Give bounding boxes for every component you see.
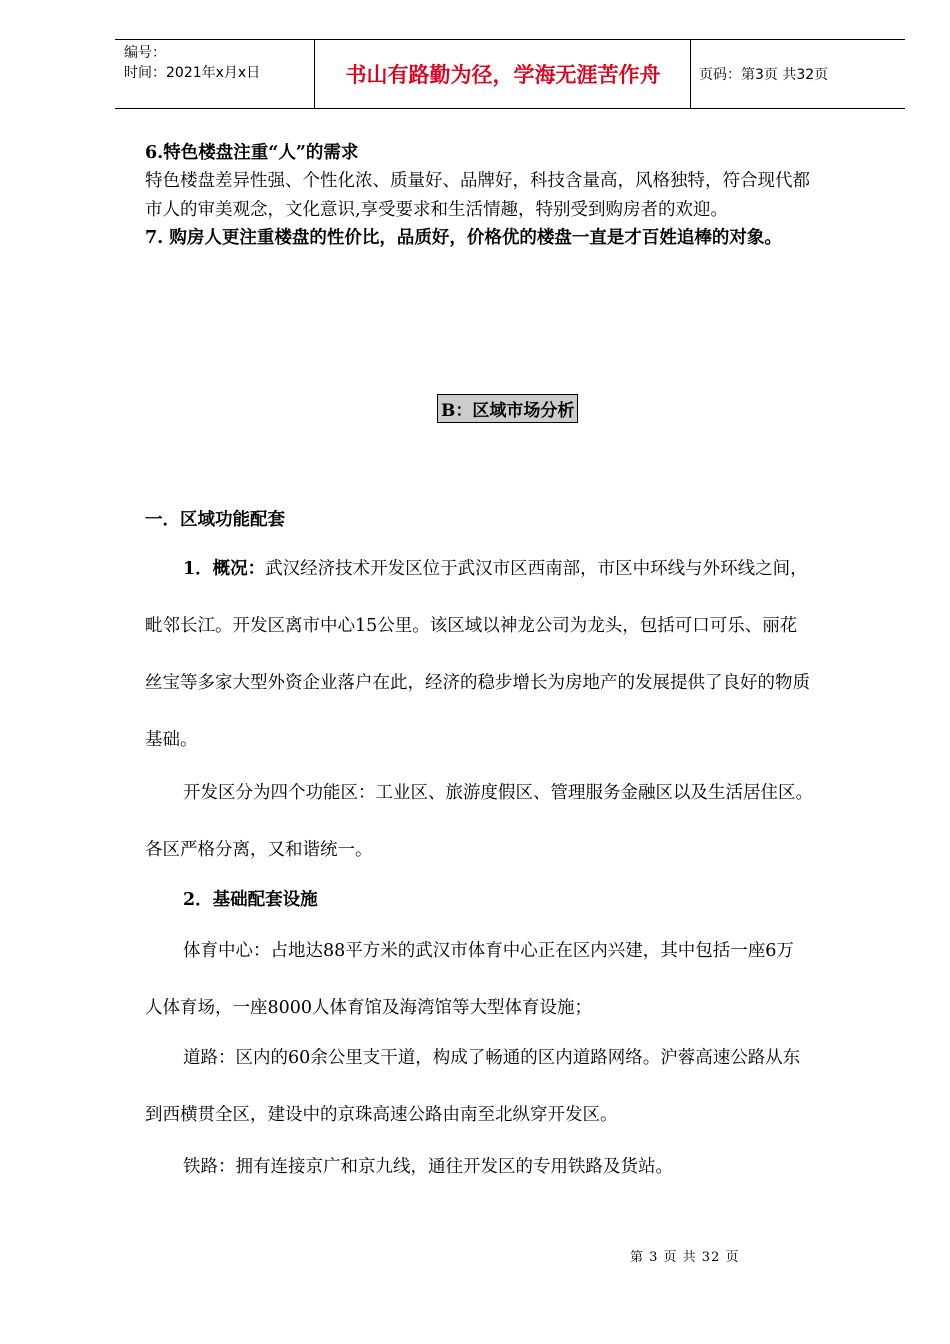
item6-line2: 市人的审美观念，文化意识,享受要求和生活情趣，特别受到购房者的欢迎。 bbox=[145, 200, 729, 220]
overview-line3: 丝宝等多家大型外资企业落户在此，经济的稳步增长为房地产的发展提供了良好的物质 bbox=[145, 673, 810, 693]
rail-line1: 铁路：拥有连接京广和京九线，通往开发区的专用铁路及货站。 bbox=[183, 1157, 673, 1177]
overview-line2: 毗邻长江。开发区离市中心15公里。该区域以神龙公司为龙头，包括可口可乐、丽花 bbox=[145, 616, 798, 636]
item7: 7. 购房人更注重楼盘的性价比，品质好，价格优的楼盘一直是才百姓追棒的对象。 bbox=[145, 228, 782, 248]
zones-line2: 各区严格分离，又和谐统一。 bbox=[145, 840, 373, 860]
overview-label: 1．概况： bbox=[183, 559, 266, 579]
number-label: 编号： bbox=[124, 45, 166, 61]
time-label: 时间：2021年x月x日 bbox=[124, 65, 261, 81]
header-page-info: 页码：第3页 共32页 bbox=[699, 67, 829, 83]
overview-paragraph bbox=[183, 555, 808, 580]
overview-line4: 基础。 bbox=[145, 730, 198, 750]
section-title: B：区域市场分析 bbox=[437, 394, 578, 423]
header-meta bbox=[115, 40, 315, 108]
page-header bbox=[115, 39, 905, 109]
sports-line1: 体育中心：占地达88平方米的武汉市体育中心正在区内兴建，其中包括一座6万 bbox=[183, 941, 794, 961]
item6-title: 6.特色楼盘注重“人”的需求 bbox=[145, 143, 359, 163]
header-motto: 书山有路勤为径，学海无涯苦作舟 bbox=[316, 40, 691, 108]
page-footer: 第 3 页 共 32 页 bbox=[630, 1250, 740, 1265]
roads-line2: 到西横贯全区，建设中的京珠高速公路由南至北纵穿开发区。 bbox=[145, 1105, 618, 1125]
overview-line1: 武汉经济技术开发区位于武汉市区西南部，市区中环线与外环线之间， bbox=[265, 559, 808, 579]
zones-line1: 开发区分为四个功能区：工业区、旅游度假区、管理服务金融区以及生活居住区。 bbox=[183, 783, 813, 803]
heading-regional-functions: 一．区域功能配套 bbox=[145, 510, 285, 530]
sports-line2: 人体育场，一座8000人体育馆及海湾馆等大型体育设施； bbox=[145, 998, 593, 1018]
heading-infrastructure: 2．基础配套设施 bbox=[183, 890, 318, 910]
item6-line1: 特色楼盘差异性强、个性化浓、质量好、品牌好，科技含量高，风格独特，符合现代都 bbox=[145, 171, 810, 191]
roads-line1: 道路：区内的60余公里支干道，构成了畅通的区内道路网络。沪蓉高速公路从东 bbox=[183, 1048, 801, 1068]
